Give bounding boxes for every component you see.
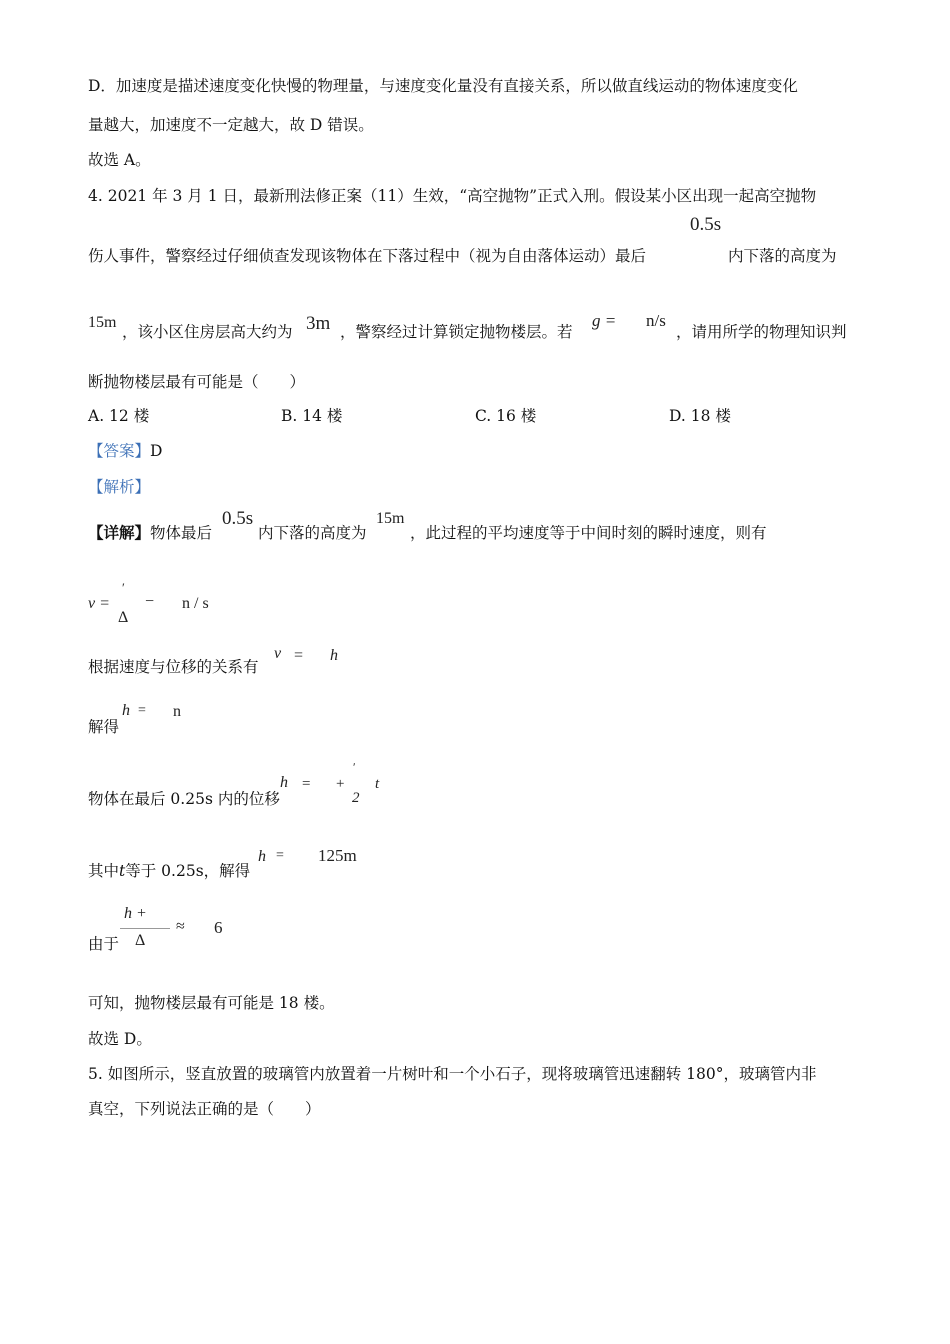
option-a: A. 12 楼 (88, 407, 150, 425)
relation-h: h (330, 647, 338, 664)
relation-eq: = (294, 647, 304, 664)
eq1-minus: − (145, 593, 155, 610)
answer-value: D (150, 442, 163, 460)
question-4-line1: 4. 2021 年 3 月 1 日，最新刑法修正案（11）生效，“高空抛物”正式入刑。假设某小区出现一起高空抛物 (88, 187, 817, 205)
displacement-text: 物体在最后 0.25s 内的位移 (88, 790, 280, 808)
answer-label: 【答案】 (88, 442, 151, 460)
question-5-line2: 真空，下列说法正确的是（ ） (88, 1100, 321, 1118)
since-num: h + (124, 905, 147, 922)
since-value: 6 (214, 918, 223, 937)
eq1-den: Δ (118, 609, 129, 626)
solve-unit: n (173, 703, 181, 720)
solve-text: 解得 (88, 718, 120, 736)
detail-line (88, 523, 212, 543)
disp-top: ʹ (353, 760, 356, 774)
prev-answer-choice: 故选 A。 (88, 151, 151, 169)
where-text-b: 等于 0.25s，解得 (125, 862, 251, 880)
disp-eq: = (302, 776, 311, 792)
since-approx: ≈ (176, 918, 185, 935)
eq1-unit: n / s (182, 595, 209, 612)
math-0.5s: 0.5s (690, 214, 722, 235)
solve-h: h (122, 702, 130, 719)
eq1-top: ʹ (122, 580, 125, 595)
question-4-line4: 断抛物楼层最有可能是（ ） (88, 373, 306, 391)
since-text: 由于 (88, 935, 120, 953)
question-4-line2a: 伤人事件，警察经过仔细侦查发现该物体在下落过程中（视为自由落体运动）最后 (88, 247, 647, 265)
option-b: B. 14 楼 (281, 407, 343, 425)
option-d: D. 18 楼 (669, 407, 731, 425)
eq1-v: v = (88, 595, 110, 612)
relation-text: 根据速度与位移的关系有 (88, 658, 259, 676)
detail-math-15m: 15m (376, 510, 405, 527)
question-4-line3c: ，请用所学的物理知识判 (676, 323, 847, 341)
where-value: 125m (318, 846, 357, 865)
solve-eq: = (138, 703, 146, 718)
detail-text-a: 物体最后 (150, 524, 213, 542)
answer-choice: 故选 D。 (88, 1030, 152, 1048)
math-g-unit: n/s (646, 311, 666, 330)
where-line (88, 861, 250, 881)
where-t: t (119, 862, 126, 880)
detail-math-0.5s: 0.5s (222, 508, 254, 529)
option-d-explanation-line1: D．加速度是描述速度变化快慢的物理量，与速度变化量没有直接关系，所以做直线运动的物体速度变化 (88, 77, 798, 95)
since-den: Δ (135, 932, 146, 949)
analysis-label: 【解析】 (88, 478, 151, 496)
math-g-lhs: g = (592, 311, 617, 330)
question-5-line1: 5. 如图所示，竖直放置的玻璃管内放置着一片树叶和一个小石子，现将玻璃管迅速翻转 180°，玻璃管内非 (88, 1065, 817, 1083)
disp-plus: + (336, 776, 345, 792)
where-eq: = (276, 848, 284, 863)
math-3m: 3m (306, 313, 331, 334)
detail-label: 【详解】 (88, 523, 151, 542)
question-4-line3b: ，警察经过计算锁定抛物楼层。若 (340, 323, 573, 341)
disp-h: h (280, 774, 288, 791)
option-d-explanation-line2: 量越大，加速度不一定越大，故 D 错误。 (88, 116, 374, 134)
math-15m: 15m (88, 314, 117, 331)
question-4-line2b: 内下落的高度为 (728, 247, 837, 265)
disp-t: t (375, 776, 380, 792)
option-c: C. 16 楼 (475, 407, 537, 425)
relation-v: v (274, 645, 282, 662)
conclusion: 可知，抛物楼层最有可能是 18 楼。 (88, 994, 335, 1012)
where-h: h (258, 848, 266, 865)
question-4-line3a: ，该小区住房层高大约为 (122, 323, 293, 341)
detail-text-b: 内下落的高度为 (258, 524, 367, 542)
where-text-a: 其中 (88, 862, 120, 880)
since-fraction-bar (120, 928, 170, 929)
detail-text-c: ，此过程的平均速度等于中间时刻的瞬时速度，则有 (410, 524, 767, 542)
disp-2: 2 (352, 790, 360, 806)
answer-row (88, 441, 162, 461)
